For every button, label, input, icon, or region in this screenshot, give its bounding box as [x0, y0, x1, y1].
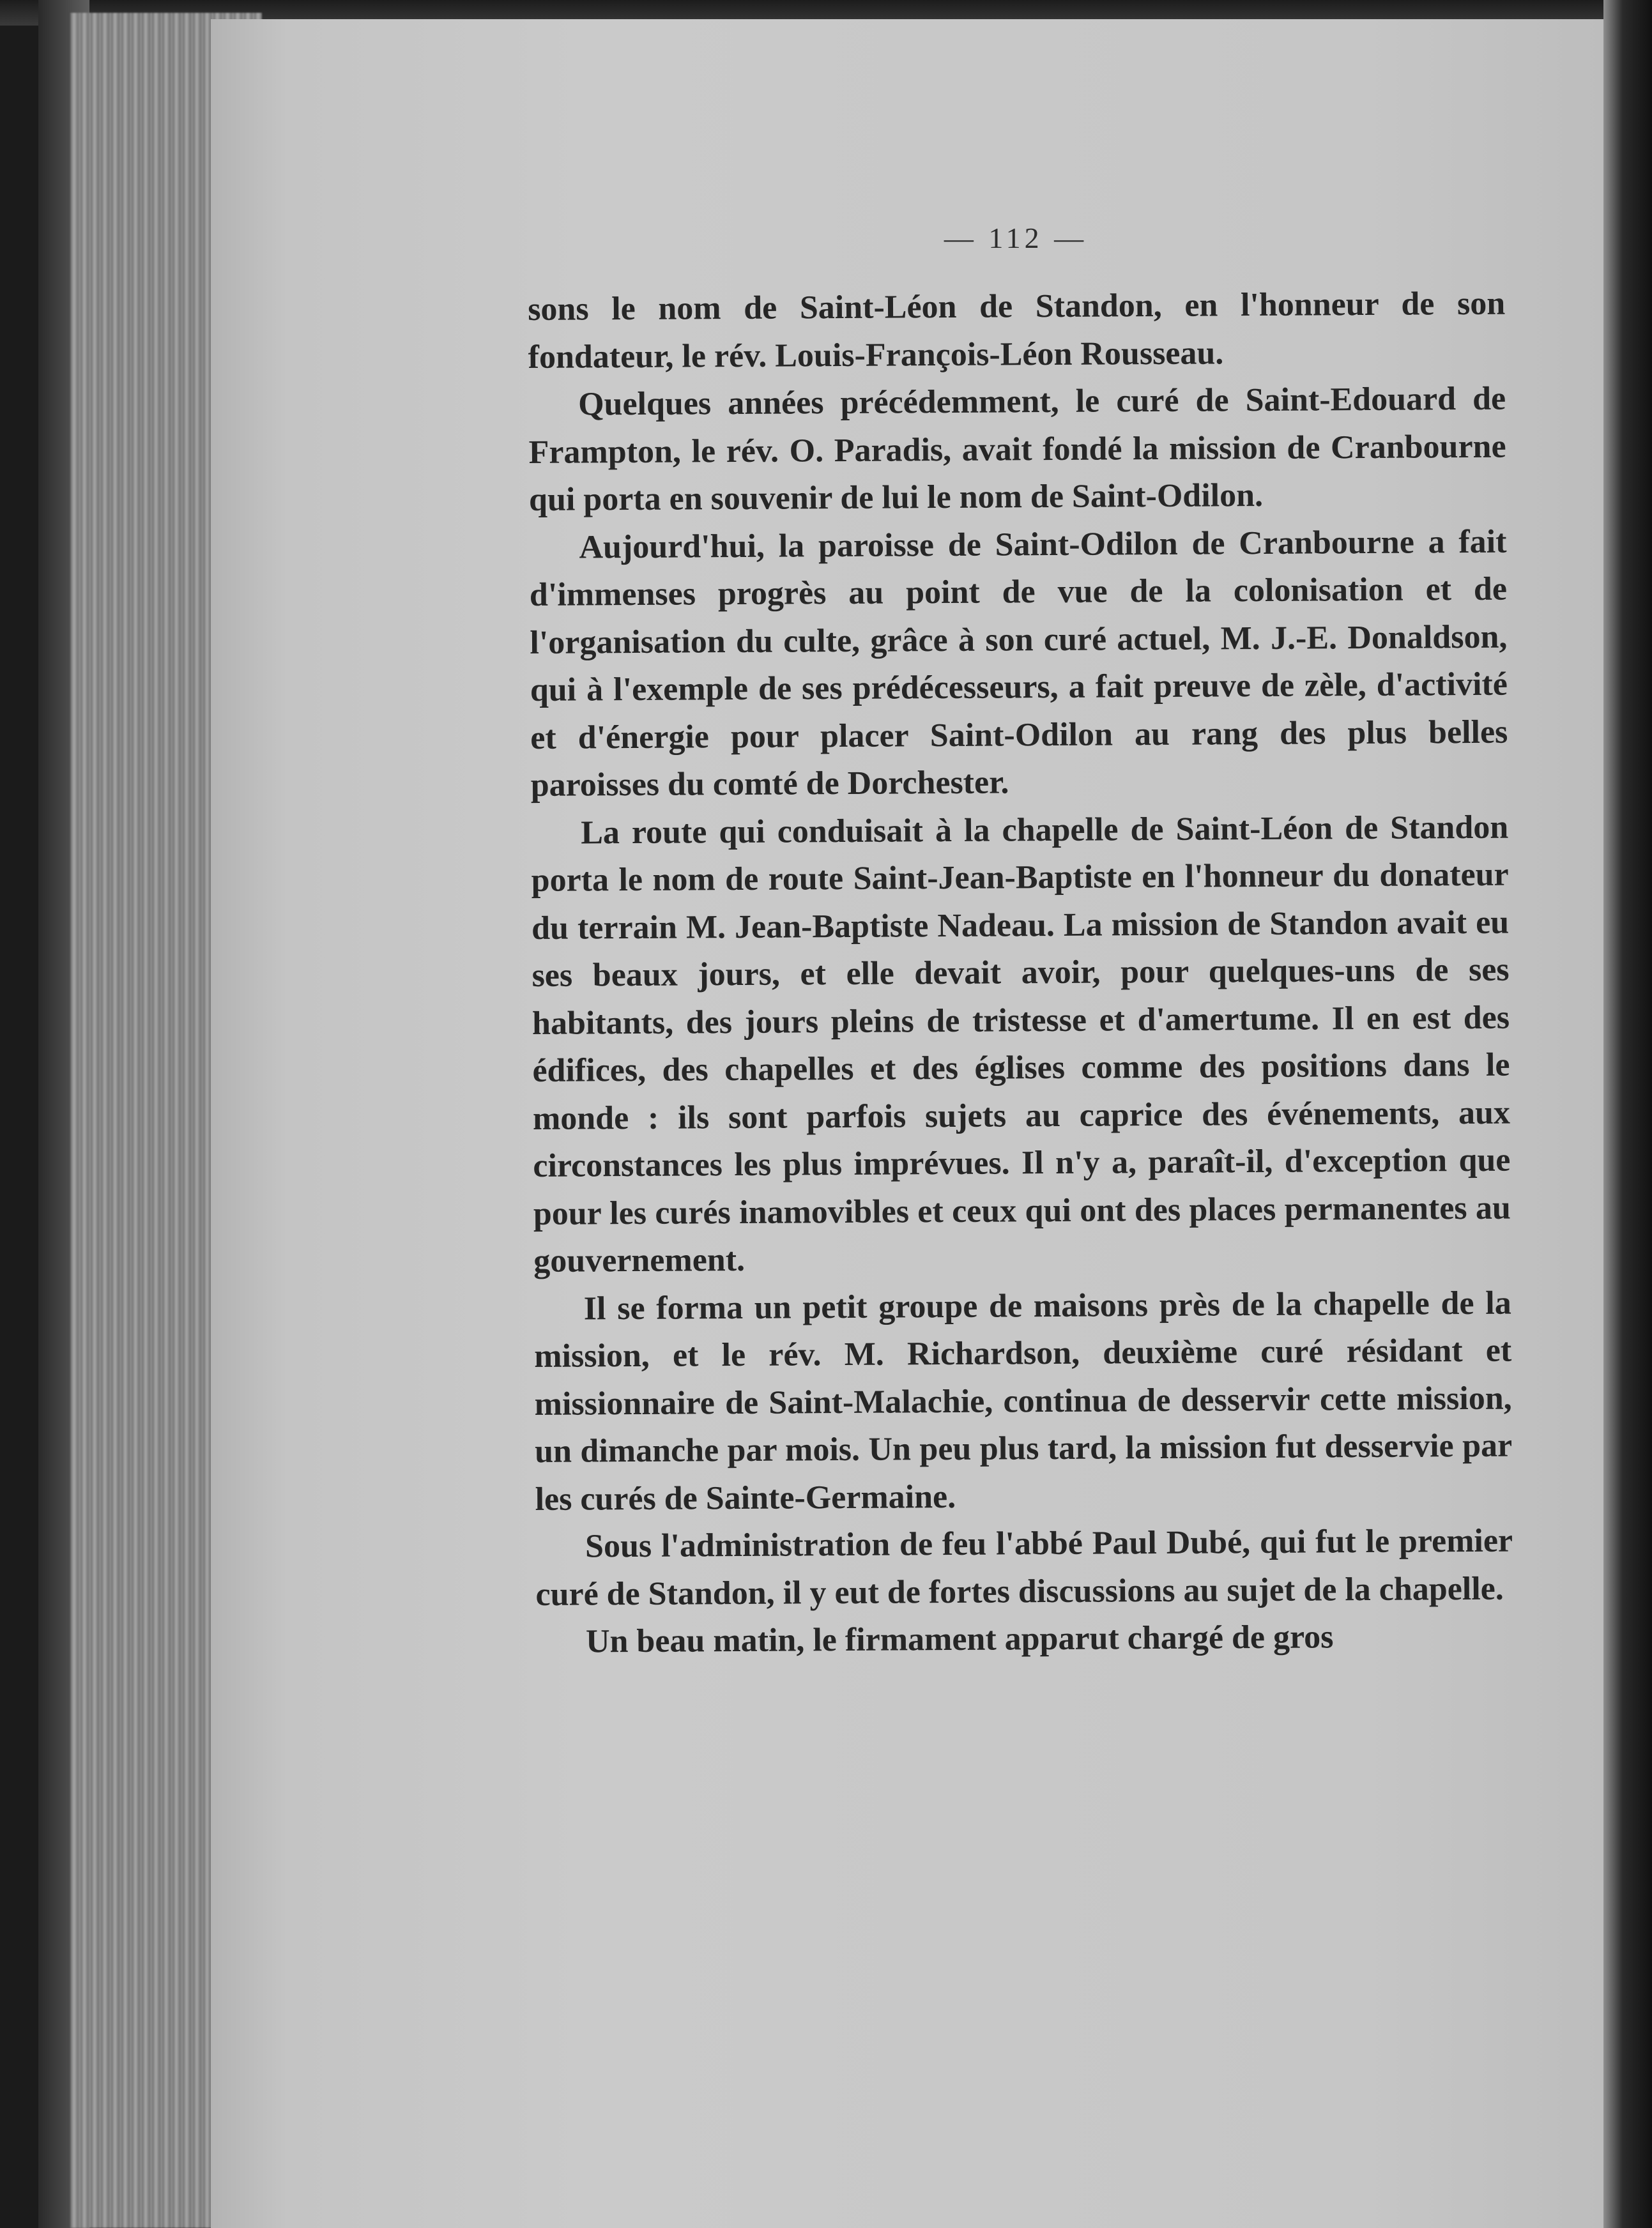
paragraph: Un beau matin, le firmament apparut chargé de gros: [585, 1619, 1334, 1660]
paragraph: La route qui conduisait à la chapelle de Saint-Léon de Standon porta le nom de route Saint-Jean-Baptiste en l'honneur du donateur du terrain M. Jean-Baptiste Nadeau. La mission de Standon avait eu ses beaux jours, et elle devait avoir, pour quelques-uns de ses habitants, des jours pleins de tristesse et d'amertume. Il en est des édifices, des chapelles et des églises comme des positions dans le monde : ils sont parfois sujets au caprice des événements, aux circonstances les plus imprévues. Il n'y a, paraît-il, d'exception que pour les curés inamovibles et ceux qui ont des places permanentes au gouvernement.: [531, 809, 1511, 1279]
body-text: [528, 280, 1513, 1667]
paragraph: Aujourd'hui, la paroisse de Saint-Odilon de Cranbourne a fait d'immenses progrès au point de vue de la colonisation et de l'organisation du culte, grâce à son curé actuel, M. J.-E. Donaldson, qui à l'exemple de ses prédécesseurs, a fait preuve de zèle, d'activité et d'énergie pour placer Saint-Odilon au rang des plus belles paroisses du comté de Dorchester.: [529, 523, 1508, 804]
scan-right-border: [1603, 0, 1652, 2228]
paragraph: Sous l'administration de feu l'abbé Paul Dubé, qui fut le premier curé de Standon, il y eut de fortes discussions au sujet de la chapelle.: [535, 1522, 1513, 1613]
paragraph: Quelques années précédemment, le curé de Saint-Edouard de Frampton, le rév. O. Paradis, avait fondé la mission de Cranbourne qui porta en souvenir de lui le nom de Saint-Odilon.: [528, 380, 1506, 518]
paragraph-continued: sons le nom de Saint-Léon de Standon, en l'honneur de son fondateur, le rév. Louis-François-Léon Rousseau.: [528, 285, 1506, 376]
paragraph: Il se forma un petit groupe de maisons près de la chapelle de la mission, et le rév. M. Richardson, deuxième curé résidant et missionnaire de Saint-Malachie, continua de desservir cette mission, un dimanche par mois. Un peu plus tard, la mission fut desservie par les curés de Sainte-Germaine.: [534, 1285, 1513, 1518]
page-number: — 112 —: [944, 222, 1088, 254]
